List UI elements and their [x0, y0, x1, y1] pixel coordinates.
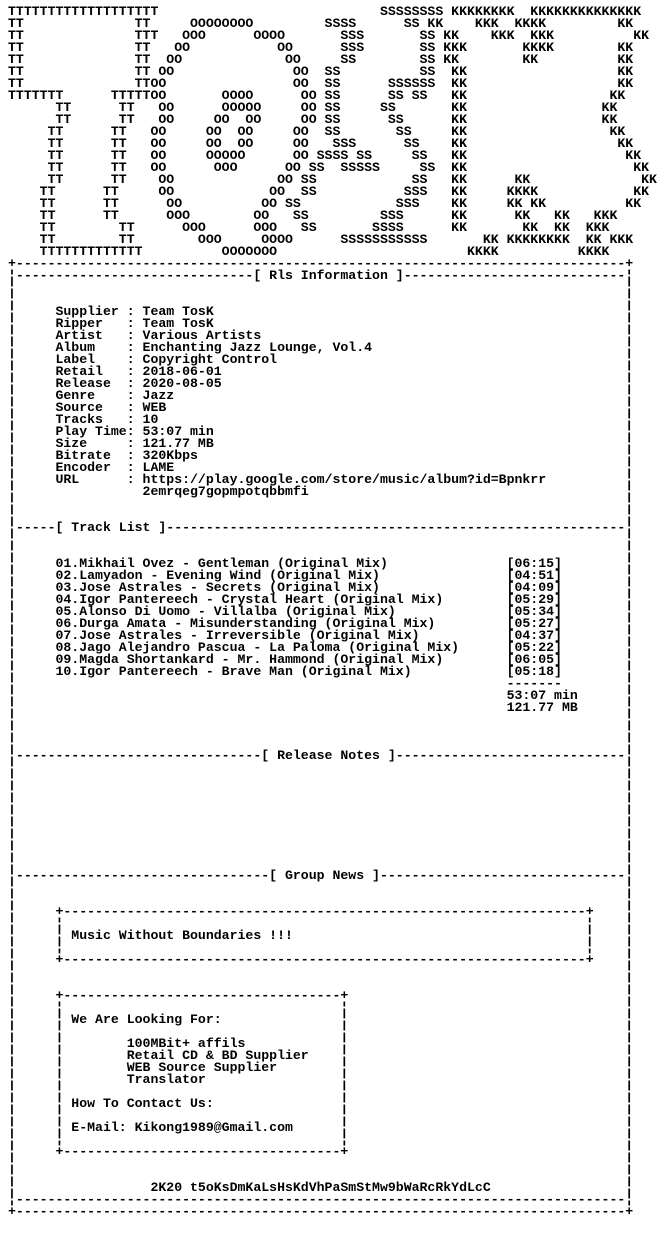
nfo-document-text: TTTTTTTTTTTTTTTTTTT SSSSSSSS KKKKKKKK KKKKKKKKKKKKKK TT TT OOOOOOOO SSSS SS KK KKK KKKK KK TT TTT OOO OOOO SSS SS KK KKK KKK KK TT TT OO OO SSS SS KKK KKKK KK TT TT OO OO SS SS KK KK KK TT TT OO OO SS SS KK KK TT TTOO OO SS SSSSSS KK KK TTTTTTT TTTTTOO OOOO OO SS SS SS KK KK TT TT OO OOOOO OO SS SS KK KK TT TT OO OO OO OO SS SS KK KK TT TT OO OO OO OO SS SS KK KK TT TT OO OO OO OO SSS SS KK KK TT TT OO OOOOO OO SSSS SS SS KK KK TT TT OO OOO OO SS SSSSS SS KK KK TT TT OO OO SS SS KK KK KK TT TT OO OO SS SSS KK KKKK KK TT TT OO OO SS SSS KK KK KK KK TT TT OOO OO SS SSS KK KK KK KKK TT TT OOO OOO SS SSSS KK KK KK KKK TT TT OOO OOOO SSSSSSSSSSS KK KKKKKKKK KK KKK TTTTTTTTTTTTT OOOOOOO KKKK KKKK +-----------------------------------------------------------------------------+ ¦------------------------------[ Rls Information ]----------------------------¦ ¦ ¦ ¦ ¦ ¦ Supplier : Team TosK ¦ ¦ Ripper : Team TosK ¦ ¦ Artist : Various Artists ¦ ¦ Album : Enchanting Jazz Lounge, Vol.4 ¦ ¦ Label : Copyright Control ¦ ¦ Retail : 2018-06-01 ¦ ¦ Release : 2020-08-05 ¦ ¦ Genre : Jazz ¦ ¦ Source : WEB ¦ ¦ Tracks : 10 ¦ ¦ Play Time: 53:07 min ¦ ¦ Size : 121.77 MB ¦ ¦ Bitrate : 320Kbps ¦ ¦ Encoder : LAME ¦ ¦ URL : https://play.google.com/store/music/album?id=Bpnkrr ¦ ¦ 2emrqeg7gopmpotqbbmfi ¦ ¦ ¦ ¦ ¦ ¦-----[ Track List ]----------------------------------------------------------¦ ¦ ¦ ¦ ¦ ¦ 01.Mikhail Ovez - Gentleman (Original Mix) [06:15] ¦ ¦ 02.Lamyadon - Evening Wind (Original Mix) [04:51] ¦ ¦ 03.Jose Astrales - Secrets (Original Mix) [04:09] ¦ ¦ 04.Igor Pantereech - Crystal Heart (Original Mix) [05:29] ¦ ¦ 05.Alonso Di Uomo - Villalba (Original Mix) [05:34] ¦ ¦ 06.Durga Amata - Misunderstanding (Original Mix) [05:27] ¦ ¦ 07.Jose Astrales - Irreversible (Original Mix) [04:37] ¦ ¦ 08.Jago Alejandro Pascua - La Paloma (Original Mix) [05:22] ¦ ¦ 09.Magda Shortankard - Mr. Hammond (Original Mix) [06:05] ¦ ¦ 10.Igor Pantereech - Brave Man (Original Mix) [05:18] ¦ ¦ ------- ¦ ¦ 53:07 min ¦ ¦ 121.77 MB ¦ ¦ ¦ ¦ ¦ ¦ ¦ ¦-------------------------------[ Release Notes ]-----------------------------¦ ¦ ¦ ¦ ¦ ¦ ¦ ¦ ¦ ¦ ¦ ¦ ¦ ¦ ¦ ¦ ¦ ¦ ¦ ¦--------------------------------[ Group News ]-------------------------------¦ ¦ ¦ ¦ ¦ ¦ +------------------------------------------------------------------+ ¦ ¦ ¦ ¦ ¦ ¦ ¦ Music Without Boundaries !!! ¦ ¦ ¦ ¦ ¦ ¦ ¦ +------------------------------------------------------------------+ ¦ ¦ ¦ ¦ ¦ ¦ +-----------------------------------+ ¦ ¦ ¦ ¦ ¦ ¦ ¦ We Are Looking For: ¦ ¦ ¦ ¦ ¦ ¦ ¦ ¦ 100MBit+ affils ¦ ¦ ¦ ¦ Retail CD & BD Supplier ¦ ¦ ¦ ¦ WEB Source Supplier ¦ ¦ ¦ ¦ Translator ¦ ¦ ¦ ¦ ¦ ¦ ¦ ¦ How To Contact Us: ¦ ¦ ¦ ¦ ¦ ¦ ¦ ¦ E-Mail: Kikong1989@Gmail.com ¦ ¦ ¦ ¦ ¦ ¦ ¦ +-----------------------------------+ ¦ ¦ ¦ ¦ ¦ ¦ 2K20 t5oKsDmKaLsHsKdVhPaSmStMw9bWaRcRkYdLcC ¦ ¦-----------------------------------------------------------------------------¦ +-----------------------------------------------------------------------------+: [8, 4, 657, 1219]
